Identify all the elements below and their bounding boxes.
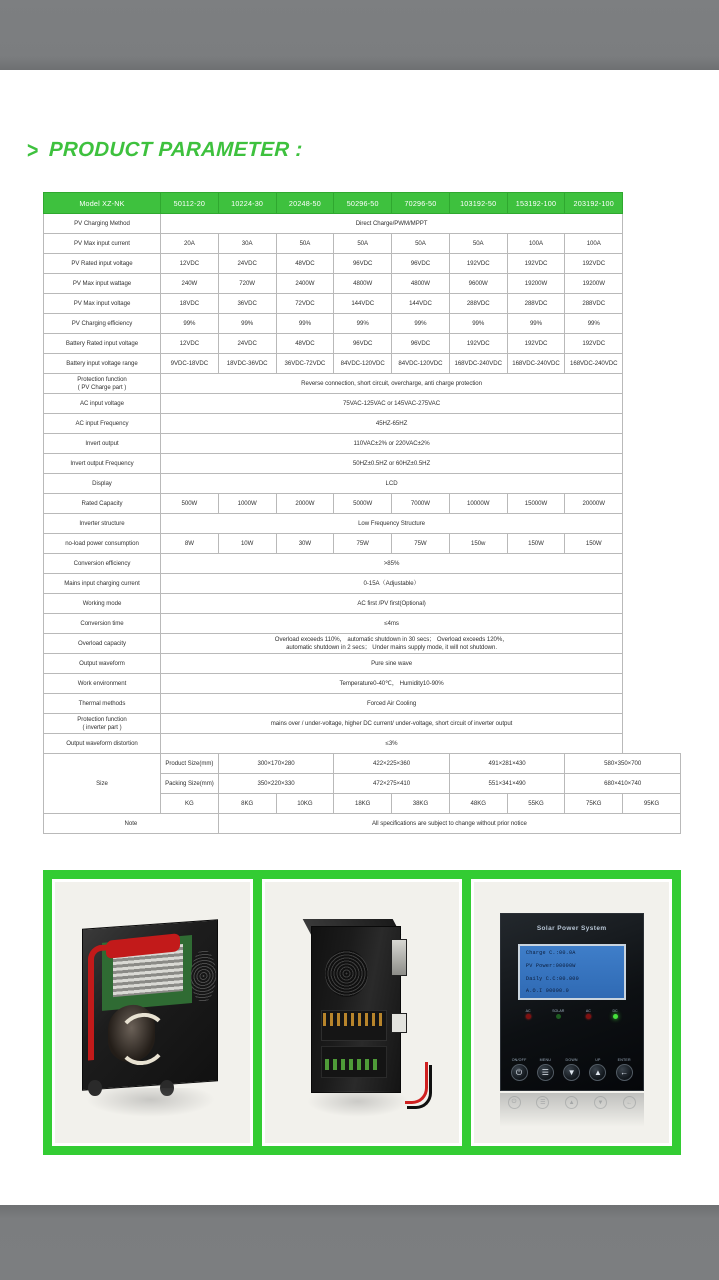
row-label-line: Display — [92, 479, 112, 487]
row-label — [44, 734, 161, 754]
row-value-cell: 192VDC — [565, 254, 623, 274]
row-value-line: Pure sine wave — [371, 659, 413, 667]
row-label-line: PV Max input current — [74, 239, 130, 247]
product-size-value: 491×281×430 — [449, 754, 565, 774]
table-row — [44, 634, 681, 654]
lcd-screen — [518, 944, 626, 1000]
led-label: DC — [612, 1009, 618, 1014]
row-value-cell: 9600W — [449, 274, 507, 294]
packing-size-value: 680×410×740 — [565, 774, 681, 794]
lcd-button-glyph-icon[interactable]: ☰ — [537, 1064, 554, 1081]
led-indicator-row — [515, 1009, 629, 1027]
table-row — [44, 214, 681, 234]
row-value-line: automatic shutdown in 2 secs； Under mains supply mode, it will not shutdown. — [286, 643, 498, 651]
row-value-cell: 4800W — [392, 274, 450, 294]
lcd-button-on-off[interactable] — [511, 1058, 528, 1081]
row-value-cell: 12VDC — [161, 334, 219, 354]
row-value-cell: 30W — [276, 534, 334, 554]
row-label-line: ( inverter part ) — [82, 723, 122, 731]
table-row — [44, 594, 681, 614]
row-value-cell: 144VDC — [334, 294, 392, 314]
reflection-dot: ⏻ — [508, 1096, 521, 1109]
row-value-merged — [161, 374, 623, 394]
table-row — [44, 294, 681, 314]
row-label — [44, 294, 161, 314]
row-label — [44, 534, 161, 554]
row-value-cell: 18VDC — [161, 294, 219, 314]
row-value-cell: 99% — [161, 314, 219, 334]
led-label: SOLAR — [552, 1009, 565, 1014]
row-value-cell: 96VDC — [392, 334, 450, 354]
row-label-line: Overload capacity — [78, 639, 126, 647]
row-value-cell: 20000W — [565, 494, 623, 514]
row-label — [44, 314, 161, 334]
product-size-value: 300×170×280 — [218, 754, 334, 774]
row-label-line: Thermal methods — [78, 699, 126, 707]
product-size-value: 580×350×700 — [565, 754, 681, 774]
row-value-cell: 96VDC — [334, 254, 392, 274]
table-header-cell: 103192-50 — [449, 193, 507, 214]
row-value-cell: 20A — [161, 234, 219, 254]
row-value-cell: 99% — [507, 314, 565, 334]
page-title — [26, 138, 303, 162]
row-label-line: Mains input charging current — [64, 579, 140, 587]
table-row — [44, 654, 681, 674]
row-value-cell: 2000W — [276, 494, 334, 514]
reflection-dot: ▼ — [594, 1096, 607, 1109]
weight-value: 8KG — [218, 794, 276, 814]
table-row — [44, 694, 681, 714]
row-value-cell: 30A — [218, 234, 276, 254]
row-value-merged — [161, 654, 623, 674]
row-value-cell: 99% — [565, 314, 623, 334]
table-header-cell: 70296-50 — [392, 193, 450, 214]
packing-size-value: 350×220×330 — [218, 774, 334, 794]
row-label — [44, 554, 161, 574]
row-value-merged — [161, 574, 623, 594]
led-indicator — [586, 1009, 591, 1019]
lcd-button-label: ENTER — [617, 1058, 631, 1063]
row-label — [44, 434, 161, 454]
table-row — [44, 574, 681, 594]
row-value-cell: 150w — [449, 534, 507, 554]
note-label: Note — [44, 814, 219, 834]
row-value-cell: 5000W — [334, 494, 392, 514]
row-value-cell: 144VDC — [392, 294, 450, 314]
table-row — [44, 414, 681, 434]
row-value-cell: 19200W — [565, 274, 623, 294]
table-row — [44, 434, 681, 454]
lcd-button-enter[interactable] — [616, 1058, 633, 1081]
row-value-cell: 4800W — [334, 274, 392, 294]
row-label-line: Protection function — [77, 715, 127, 723]
table-header-cell: 153192-100 — [507, 193, 565, 214]
row-label-line: PV Charging efficiency — [71, 319, 133, 327]
row-value-cell: 240W — [161, 274, 219, 294]
packing-size-value: 472×275×410 — [334, 774, 450, 794]
row-label — [44, 254, 161, 274]
specification-table — [43, 192, 681, 834]
row-value-cell: 50A — [392, 234, 450, 254]
row-value-line: LCD — [385, 479, 398, 487]
row-value-cell: 99% — [392, 314, 450, 334]
lcd-button-row — [511, 1035, 633, 1081]
row-value-cell: 36VDC — [218, 294, 276, 314]
table-row — [44, 354, 681, 374]
row-value-merged — [161, 394, 623, 414]
table-row — [44, 714, 681, 734]
row-value-cell: 168VDC-240VDC — [449, 354, 507, 374]
row-label-line: ( PV Charge part ) — [77, 383, 127, 391]
lcd-text-line: Charge C.:00.0A — [525, 950, 576, 957]
row-label — [44, 334, 161, 354]
page-title-text: PRODUCT PARAMETER : — [49, 138, 304, 161]
row-label-line: AC input voltage — [80, 399, 124, 407]
row-label-line: Invert output — [85, 439, 119, 447]
row-label — [44, 274, 161, 294]
lcd-text-line: Daily C.C:00.000 — [525, 975, 579, 982]
row-value-cell: 24VDC — [218, 334, 276, 354]
led-dot-icon — [586, 1014, 591, 1019]
row-value-cell: 18VDC-36VDC — [218, 354, 276, 374]
row-value-cell: 500W — [161, 494, 219, 514]
reflection-dot: ← — [623, 1096, 636, 1109]
row-label-line: PV Charging Method — [74, 219, 130, 227]
row-label — [44, 394, 161, 414]
table-header-cell: 50112-20 — [161, 193, 219, 214]
lcd-controller-panel — [500, 913, 644, 1090]
chevron-right-icon: > — [27, 136, 39, 163]
table-row — [44, 394, 681, 414]
row-value-merged — [161, 694, 623, 714]
row-value-merged — [161, 514, 623, 534]
row-value-cell: 96VDC — [334, 334, 392, 354]
row-value-cell: 192VDC — [507, 334, 565, 354]
table-header-model: Model XZ-NK — [44, 193, 161, 214]
table-row — [44, 234, 681, 254]
row-label — [44, 374, 161, 394]
table-row — [44, 734, 681, 754]
row-value-cell: 36VDC-72VDC — [276, 354, 334, 374]
led-dot-icon — [556, 1014, 561, 1019]
row-value-cell: 12VDC — [161, 254, 219, 274]
led-label: AC — [525, 1009, 531, 1014]
table-row-size-product — [44, 754, 681, 774]
row-label-line: Work environment — [77, 679, 127, 687]
led-indicator — [552, 1009, 564, 1019]
row-value-merged — [161, 214, 623, 234]
note-value: All specifications are subject to change without prior notice — [218, 814, 680, 834]
row-value-cell: 84VDC-120VDC — [392, 354, 450, 374]
table-row — [44, 334, 681, 354]
row-value-cell: 192VDC — [449, 334, 507, 354]
table-row — [44, 614, 681, 634]
lcd-button-glyph-icon[interactable]: ← — [616, 1064, 633, 1081]
row-value-merged — [161, 594, 623, 614]
weight-value: 95KG — [623, 794, 681, 814]
row-label — [44, 674, 161, 694]
table-row — [44, 254, 681, 274]
lcd-button-label: MENU — [539, 1058, 552, 1063]
table-row — [44, 494, 681, 514]
led-dot-icon — [526, 1014, 531, 1019]
row-value-cell: 24VDC — [218, 254, 276, 274]
row-label-line: PV Max input wattage — [72, 279, 132, 287]
row-value-line: Overload exceeds 110%， automatic shutdown in 30 secs； Overload exceeds 120%， — [274, 635, 509, 643]
row-label — [44, 594, 161, 614]
row-value-cell: 50A — [449, 234, 507, 254]
table-row — [44, 674, 681, 694]
row-value-cell: 168VDC-240VDC — [565, 354, 623, 374]
row-label — [44, 414, 161, 434]
row-value-line: ≤3% — [385, 739, 398, 747]
led-indicator — [526, 1009, 531, 1019]
row-label-line: Conversion efficiency — [73, 559, 131, 567]
spec-table — [43, 192, 681, 834]
row-label — [44, 234, 161, 254]
row-value-cell: 99% — [334, 314, 392, 334]
row-value-line: 110VAC±2% or 220VAC±2% — [353, 439, 430, 447]
row-value-cell: 10000W — [449, 494, 507, 514]
weight-label: KG — [161, 794, 219, 814]
table-row — [44, 554, 681, 574]
panel-reflection — [500, 1093, 644, 1127]
row-value-line: 50HZ±0.5HZ or 60HZ±0.5HZ — [352, 459, 431, 467]
row-value-cell: 75W — [392, 534, 450, 554]
row-label — [44, 474, 161, 494]
row-value-cell: 72VDC — [276, 294, 334, 314]
reflection-dot: ☰ — [536, 1096, 549, 1109]
table-row — [44, 274, 681, 294]
row-value-line: Low Frequency Structure — [358, 519, 426, 527]
row-label — [44, 614, 161, 634]
size-group-label: Size — [44, 754, 161, 814]
table-header-row — [44, 193, 681, 214]
row-value-line: Direct Charge/PWM/MPPT — [355, 219, 428, 227]
row-value-merged — [161, 434, 623, 454]
row-value-merged — [161, 714, 623, 734]
row-value-cell: 15000W — [507, 494, 565, 514]
row-value-cell: 150W — [507, 534, 565, 554]
row-value-merged — [161, 414, 623, 434]
led-dot-icon — [613, 1014, 618, 1019]
lcd-text-line: PV Power:00000W — [525, 962, 576, 969]
row-label-line: Invert output Frequency — [70, 459, 134, 467]
table-header-cell: 50296-50 — [334, 193, 392, 214]
row-value-line: ≤4ms — [384, 619, 399, 627]
bottom-chrome-bar — [0, 1205, 719, 1280]
row-label-line: Inverter structure — [79, 519, 125, 527]
row-label-line: Protection function — [77, 375, 127, 383]
lcd-button-label: ON/OFF — [511, 1058, 527, 1063]
weight-value: 48KG — [449, 794, 507, 814]
row-value-cell: 75W — [334, 534, 392, 554]
row-value-cell: 50A — [276, 234, 334, 254]
row-value-cell: 168VDC-240VDC — [507, 354, 565, 374]
row-label — [44, 214, 161, 234]
product-size-label: Product Size(mm) — [161, 754, 219, 774]
lcd-text-line: A.O.I 00000.0 — [525, 988, 569, 995]
row-value-cell: 99% — [276, 314, 334, 334]
row-label — [44, 354, 161, 374]
lcd-button-glyph-icon[interactable]: ▼ — [563, 1064, 580, 1081]
reflection-dot: ▲ — [565, 1096, 578, 1109]
row-value-cell: 50A — [334, 234, 392, 254]
top-chrome-bar — [0, 0, 719, 70]
row-value-line: 45HZ-65HZ — [375, 419, 408, 427]
product-photo-1 — [52, 879, 253, 1146]
row-label — [44, 714, 161, 734]
row-value-cell: 84VDC-120VDC — [334, 354, 392, 374]
row-value-merged — [161, 454, 623, 474]
row-value-cell: 96VDC — [392, 254, 450, 274]
row-value-cell: 288VDC — [449, 294, 507, 314]
row-label — [44, 454, 161, 474]
row-value-cell: 8W — [161, 534, 219, 554]
row-value-merged — [161, 614, 623, 634]
row-label — [44, 654, 161, 674]
lcd-button-glyph-icon[interactable]: ▲ — [589, 1064, 606, 1081]
product-photo-2 — [262, 879, 463, 1146]
row-value-merged — [161, 734, 623, 754]
product-photo-band — [43, 870, 681, 1155]
row-value-line: mains over / under-voltage, higher DC current/ under-voltage, short circuit of inverter output — [270, 719, 513, 727]
lcd-button-label: UP — [595, 1058, 601, 1063]
row-value-cell: 99% — [218, 314, 276, 334]
row-label — [44, 514, 161, 534]
table-row — [44, 474, 681, 494]
row-value-cell: 288VDC — [507, 294, 565, 314]
row-label — [44, 634, 161, 654]
table-row-note — [44, 814, 681, 834]
weight-value: 38KG — [392, 794, 450, 814]
row-value-line: Reverse connection, short circuit, overcharge, anti charge protection — [301, 379, 482, 387]
row-label-line: Conversion time — [80, 619, 124, 627]
weight-value: 75KG — [565, 794, 623, 814]
row-value-cell: 7000W — [392, 494, 450, 514]
row-value-cell: 10W — [218, 534, 276, 554]
row-label — [44, 494, 161, 514]
row-label-line: no-load power consumption — [65, 539, 139, 547]
table-header-cell: 203192-100 — [565, 193, 623, 214]
row-value-cell: 100A — [507, 234, 565, 254]
row-label — [44, 694, 161, 714]
row-value-cell: 192VDC — [565, 334, 623, 354]
packing-size-value: 551×341×490 — [449, 774, 565, 794]
row-value-merged — [161, 634, 623, 654]
lcd-button-menu[interactable] — [537, 1058, 554, 1081]
packing-size-label: Packing Size(mm) — [161, 774, 219, 794]
product-size-value: 422×225×360 — [334, 754, 450, 774]
lcd-button-label: DOWN — [565, 1058, 578, 1063]
lcd-panel-title: Solar Power System — [536, 924, 607, 932]
table-row — [44, 374, 681, 394]
row-value-cell: 150W — [565, 534, 623, 554]
table-header-cell: 20248-50 — [276, 193, 334, 214]
row-value-cell: 1000W — [218, 494, 276, 514]
lcd-button-down[interactable] — [563, 1058, 580, 1081]
row-label-line: PV Max input voltage — [73, 299, 131, 307]
row-label-line: AC input Frequency — [75, 419, 129, 427]
product-photo-3 — [471, 879, 672, 1146]
weight-value: 10KG — [276, 794, 334, 814]
table-row — [44, 314, 681, 334]
row-value-merged — [161, 554, 623, 574]
row-value-cell: 99% — [449, 314, 507, 334]
row-value-line: >85% — [383, 559, 400, 567]
led-indicator — [612, 1009, 617, 1019]
row-label-line: PV Rated input voltage — [71, 259, 133, 267]
row-value-line: 75VAC-125VAC or 145VAC-275VAC — [343, 399, 441, 407]
table-row — [44, 454, 681, 474]
row-value-cell: 720W — [218, 274, 276, 294]
row-label-line: Working mode — [82, 599, 122, 607]
row-value-cell: 48VDC — [276, 334, 334, 354]
row-label-line: Rated Capacity — [81, 499, 123, 507]
row-value-line: Temperature0-40℃， Humidity10-90% — [339, 679, 444, 687]
row-label-line: Battery Rated input voltage — [65, 339, 139, 347]
row-value-line: AC first /PV first(Optional) — [357, 599, 426, 607]
lcd-button-glyph-icon[interactable]: ⏻ — [511, 1064, 528, 1081]
table-row — [44, 514, 681, 534]
row-value-cell: 100A — [565, 234, 623, 254]
row-value-line: Forced Air Cooling — [366, 699, 417, 707]
table-header-cell: 10224-30 — [218, 193, 276, 214]
row-value-merged — [161, 674, 623, 694]
row-value-cell: 2400W — [276, 274, 334, 294]
lcd-button-up[interactable] — [589, 1058, 606, 1081]
row-value-cell: 19200W — [507, 274, 565, 294]
led-label: AC — [585, 1009, 591, 1014]
row-value-cell: 192VDC — [449, 254, 507, 274]
row-value-cell: 288VDC — [565, 294, 623, 314]
row-value-cell: 192VDC — [507, 254, 565, 274]
weight-value: 18KG — [334, 794, 392, 814]
row-value-merged — [161, 474, 623, 494]
row-label — [44, 574, 161, 594]
row-label-line: Output waveform — [79, 659, 125, 667]
document-content — [0, 70, 719, 1205]
row-label-line: Battery input voltage range — [66, 359, 138, 367]
row-value-cell: 48VDC — [276, 254, 334, 274]
row-value-cell: 9VDC-18VDC — [161, 354, 219, 374]
weight-value: 55KG — [507, 794, 565, 814]
row-label-line: Output waveform distortion — [66, 739, 138, 747]
table-row — [44, 534, 681, 554]
row-value-line: 0-15A（Adjustable） — [363, 579, 420, 587]
